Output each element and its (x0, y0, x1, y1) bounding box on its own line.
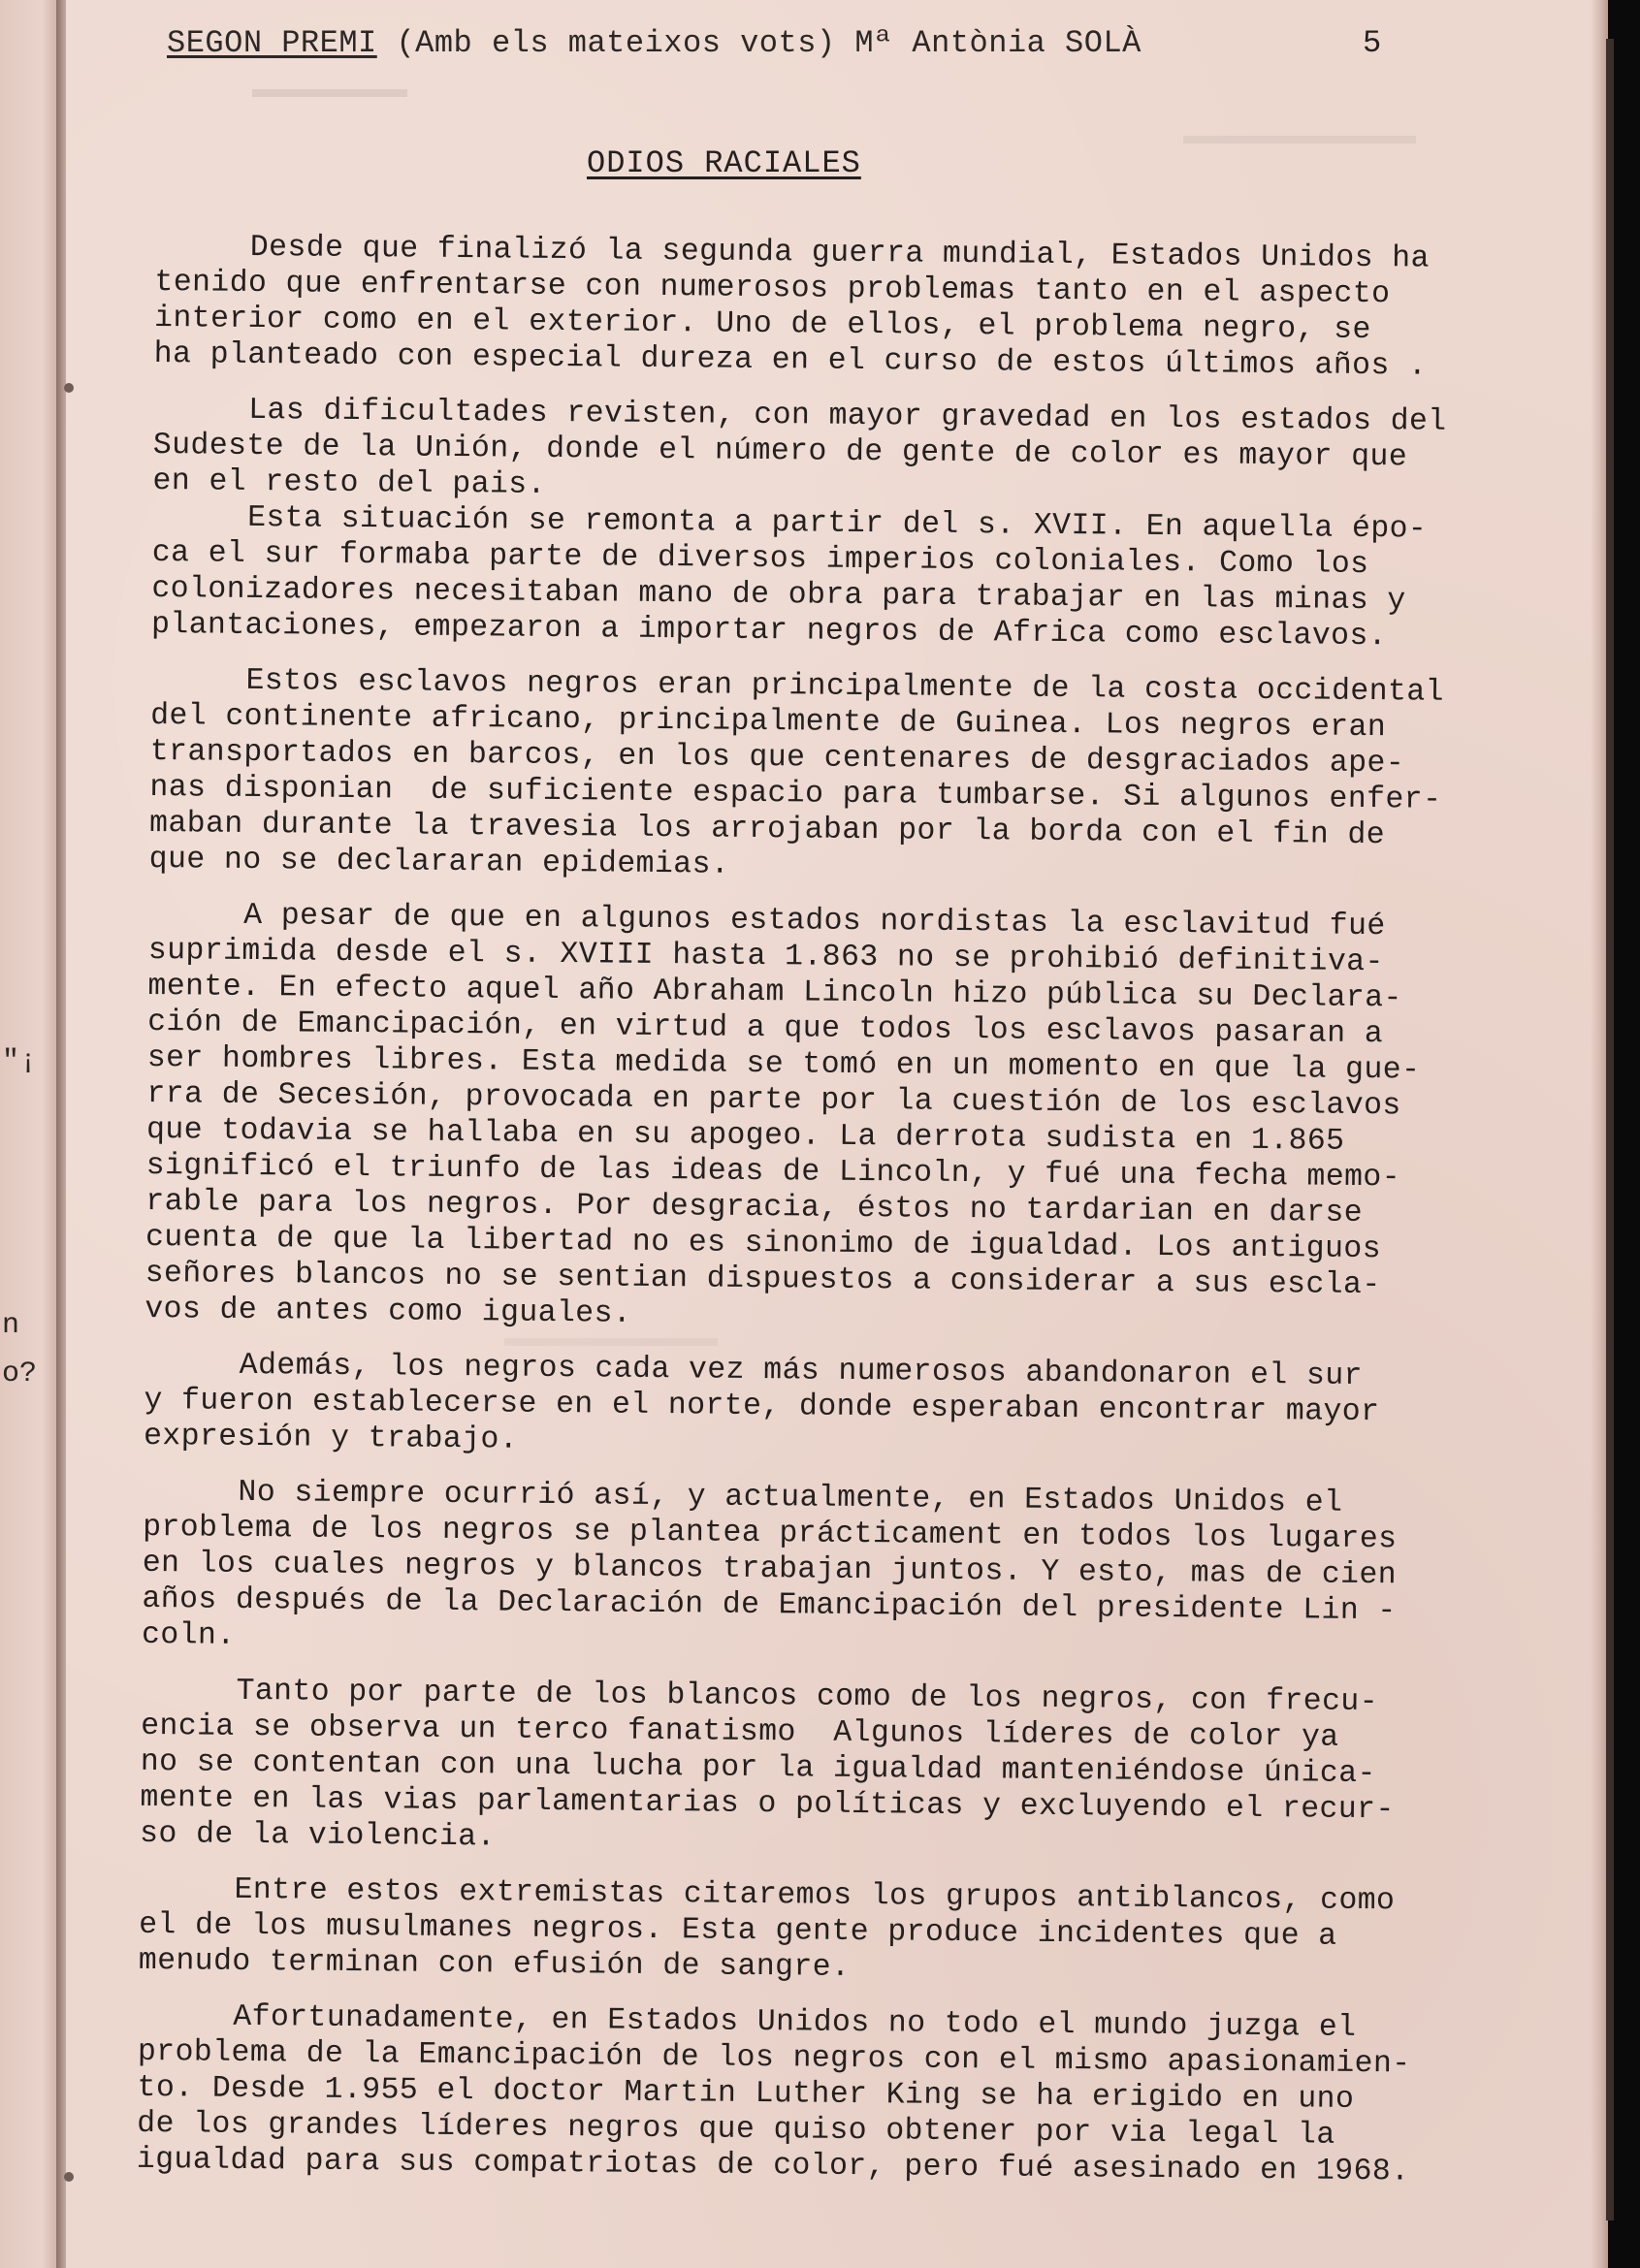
text-line: Además, los negros cada vez más numerosos abandonaron el sur (239, 1348, 1364, 1394)
text-line: rra de Secesión, provocada en parte por la cuestión de los esclavos (146, 1076, 1401, 1124)
text-line: Desde que finalizó la segunda guerra mundial, Estados Unidos ha (249, 230, 1431, 276)
text-line: del continente africano, principalmente de Guinea. Los negros eran (150, 698, 1387, 746)
text-line: rable para los negros. Por desgracia, éstos no tardarian en darse (145, 1184, 1364, 1230)
text-line: tenido que enfrentarse con numerosos problemas tanto en el aspecto (154, 265, 1391, 312)
text-line: ser hombres libres. Esta medida se tomó en un momento en que la gue- (146, 1040, 1421, 1088)
article-body (136, 229, 1494, 2197)
text-line: Tanto por parte de los blancos como de los negros, con frecu- (236, 1674, 1379, 1720)
page-number: 5 (1363, 25, 1382, 61)
adjacent-page-edge (0, 0, 60, 2268)
paragraph (152, 392, 1492, 512)
article-title: ODIOS RACIALES (587, 145, 861, 181)
paragraph (142, 1474, 1482, 1666)
paragraph (154, 229, 1494, 385)
text-line: maban durante la travesia los arrojaban por la borda con el fin de (148, 806, 1386, 853)
document-header (167, 25, 1142, 61)
text-line: no se contentan con una lucha por la igualdad manteniéndose única- (140, 1744, 1376, 1792)
paragraph (137, 1998, 1477, 2190)
text-line: menudo terminan con efusión de sangre. (138, 1943, 851, 1985)
text-line: encia se observa un terco fanatismo Algunos líderes de color ya (141, 1709, 1339, 1755)
back-page-shadow (1606, 39, 1614, 2220)
text-line: significó el triunfo de las ideas de Lincoln, y fué una fecha memo- (145, 1148, 1401, 1196)
text-line: so de la violencia. (139, 1816, 497, 1855)
text-line: el de los musulmanes negros. Esta gente produce incidentes que a (139, 1907, 1337, 1954)
text-line: ca el sur formaba parte de diversos imperios coloniales. Como los (151, 535, 1369, 583)
paragraph (139, 1871, 1478, 1992)
text-line: de los grandes líderes negros que quiso obtener por via legal la (137, 2106, 1335, 2153)
staple-hole (64, 383, 74, 393)
text-line: problema de la Emancipación de los negros con el mismo apasionamien- (137, 2034, 1411, 2082)
text-line: mente en las vias parlamentarias o políticas y excluyendo el recur- (140, 1780, 1395, 1828)
text-line: ción de Emancipación, en virtud a que todos los esclavos pasaran a (146, 1005, 1384, 1052)
adjacent-page-fragment: n (2, 1309, 20, 1342)
text-line: Las dificultades revisten, con mayor gravedad en los estados del (248, 393, 1447, 439)
text-line: Afortunadamente, en Estados Unidos no todo el mundo juzga el (233, 1999, 1357, 2045)
text-line: interior como en el exterior. Uno de ellos, el problema negro, se (153, 301, 1371, 348)
text-line: Esta situación se remonta a partir del s. XVII. En aquella épo- (246, 500, 1428, 547)
text-line: No siempre ocurrió así, y actualmente, en Estados Unidos el (238, 1475, 1343, 1520)
text-line: nas disponian de suficiente espacio para tumbarse. Si algunos enfer- (149, 770, 1442, 817)
adjacent-page-fragment: o? (2, 1358, 38, 1390)
prize-label: SEGON PREMI (167, 25, 377, 61)
text-line: que todavia se hallaba en su apogeo. La derrota sudista en 1.865 (145, 1112, 1345, 1159)
bleed-through-mark (252, 89, 407, 97)
text-line: cuenta de que la libertad no es sinonimo de igualdad. Los antiguos (145, 1220, 1382, 1267)
text-line: Entre estos extremistas citaremos los grupos antiblancos, como (234, 1872, 1396, 1919)
text-line: vos de antes como iguales. (145, 1292, 632, 1331)
text-line: to. Desde 1.955 el doctor Martin Luther King se ha erigido en uno (137, 2070, 1355, 2117)
text-line: colonizadores necesitaban mano de obra para trabajar en las minas y (151, 571, 1406, 619)
bleed-through-mark (1183, 136, 1416, 144)
text-line: Estos esclavos negros eran principalmente de la costa occidental (245, 663, 1445, 710)
paragraph (144, 1347, 1483, 1467)
paragraph (140, 1673, 1480, 1865)
author-line: (Amb els mateixos vots) Mª Antònia SOLÀ (376, 25, 1142, 61)
paragraph (145, 897, 1487, 1340)
text-line: transportados en barcos, en los que centenares de desgraciados ape- (149, 734, 1405, 782)
staple-hole (64, 2172, 74, 2182)
text-line: problema de los negros se plantea prácticament en todos los lugares (142, 1510, 1398, 1557)
text-line: y fueron establecerse en el norte, donde esperaban encontrar mayor (144, 1383, 1380, 1430)
paragraph (151, 499, 1491, 655)
adjacent-page-fragment: "¡ (2, 1045, 38, 1078)
text-line: señores blancos no se sentian dispuestos a considerar a sus escla- (145, 1256, 1381, 1303)
text-line: igualdad para sus compatriotas de color, pero fué asesinado en 1968. (136, 2142, 1410, 2189)
text-line: A pesar de que en algunos estados nordistas la esclavitud fué (243, 898, 1386, 944)
text-line: coln. (141, 1617, 236, 1653)
text-line: plantaciones, empezaron a importar negros de Africa como esclavos. (150, 607, 1388, 655)
text-line: años después de la Declaración de Emancipación del presidente Lin - (142, 1581, 1397, 1629)
text-line: ha planteado con especial dureza en el curso de estos últimos años . (153, 336, 1428, 384)
text-line: expresión y trabajo. (143, 1419, 519, 1457)
text-line: mente. En efecto aquel año Abraham Lincoln hizo pública su Declara- (147, 969, 1402, 1016)
text-line: suprimida desde el s. XVIII hasta 1.863 no se prohibió definitiva- (147, 933, 1384, 980)
text-line: en los cuales negros y blancos trabajan juntos. Y esto, mas de cien (142, 1546, 1398, 1593)
text-line: que no se declararan epidemias. (148, 842, 730, 882)
paragraph (149, 662, 1490, 890)
text-line: Sudeste de la Unión, donde el número de gente de color es mayor que (152, 428, 1408, 475)
text-line: en el resto del pais. (152, 463, 547, 502)
